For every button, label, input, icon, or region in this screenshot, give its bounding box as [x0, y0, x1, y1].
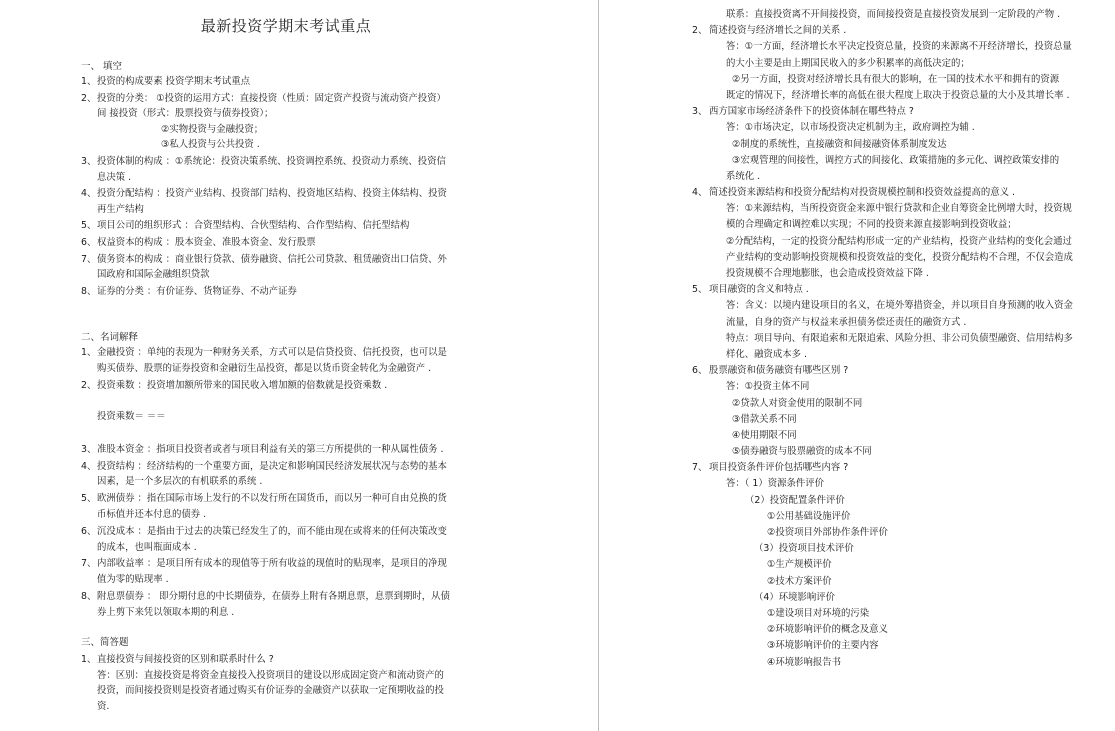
list-item — [81, 493, 471, 525]
item-text — [97, 444, 471, 460]
answer-line — [692, 333, 1087, 349]
line-text: ②贷款人对资金使用的限制不同 — [732, 397, 863, 409]
item-number — [692, 74, 709, 90]
right-page-content — [692, 9, 1087, 673]
item-number — [692, 657, 709, 673]
item-number — [692, 349, 709, 365]
line-text: ②技术方案评价 — [767, 575, 832, 587]
item-number — [692, 527, 709, 543]
line-text: ③宏观管理的间接性，调控方式的间接化、政策措施的多元化、调控政策安排的 — [732, 154, 1060, 166]
item-number — [692, 446, 709, 462]
item-number: 3、 — [81, 443, 97, 455]
list-item — [81, 220, 471, 236]
list-item — [81, 156, 471, 187]
answer-line — [692, 252, 1087, 268]
answer-line — [692, 349, 1087, 365]
item-number — [692, 122, 709, 138]
item-number — [692, 511, 709, 527]
answer-line — [692, 608, 1087, 624]
item-text — [97, 493, 471, 525]
item-line: 的成本，也叫瓶面成本 . — [97, 541, 197, 553]
terms-list — [81, 347, 471, 624]
item-line: 证券的分类 ：有价证券、货物证券、不动产证券 — [97, 285, 297, 297]
line-text: ④使用期限不同 — [732, 429, 797, 441]
list-item — [81, 526, 471, 558]
item-line: 投资结构 ：经济结构的一个重要方面，是决定和影响国民经济发展状况与态势的基本 — [97, 460, 447, 472]
item-number: 7、 — [692, 462, 708, 474]
answer-line — [692, 430, 1087, 446]
item-line: 答：区别：直接投资是将资金直接投入投资项目的建设以形成固定资产和流动资产的 — [97, 669, 444, 681]
item-line — [97, 427, 471, 443]
answer-line — [692, 155, 1087, 171]
item-number — [692, 268, 709, 284]
item-number — [692, 543, 709, 559]
short-answer-list — [81, 654, 471, 717]
answer-line — [692, 41, 1087, 57]
item-number: 8、 — [81, 285, 97, 297]
item-number — [692, 640, 709, 656]
item-number — [692, 576, 709, 592]
line-text: 投资规模不合理地膨胀，也会造成投资效益下降 . — [726, 268, 929, 279]
item-line: ③私人投资与公共投资 . — [161, 139, 260, 151]
item-line: 间 接投资（形式：股票投资与债券投资）； — [97, 108, 274, 120]
item-number: 7、 — [81, 558, 97, 570]
right-page — [600, 0, 1115, 731]
answer-line — [692, 414, 1087, 430]
item-number: 4、 — [692, 187, 708, 199]
item-line: 再生产结构 — [97, 203, 144, 215]
line-text: 项目投资条件评价包括哪些内容 ? — [709, 462, 849, 474]
item-line: 投资体制的构成 ：①系统论：投资决策系统、投资调控系统、投资动力系统、投资信 — [97, 155, 446, 167]
item-line: 投资的分类： ①投资的运用方式：直接投资（性质：固定资产投资与流动资产投资） — [97, 92, 446, 104]
item-number: 3、 — [692, 106, 708, 118]
list-item — [81, 93, 471, 155]
line-text: ②分配结构，一定的投资分配结构形成一定的产业结构，投资产业结构的变化会通过 — [726, 235, 1072, 247]
document-title: 最新投资学期末考试重点 — [200, 17, 372, 35]
line-text: 答：①来源结构，当所投资资金来源中银行贷款和企业自筹资金比例增大时，投资规 — [726, 203, 1072, 215]
answer-line — [692, 268, 1087, 284]
item-line: 券上剪下来凭以领取本期的利息 . — [97, 606, 235, 618]
item-number: 6、 — [81, 525, 97, 537]
item-number — [692, 592, 709, 608]
item-number — [692, 624, 709, 640]
item-number: 5、 — [81, 220, 97, 232]
item-line: 投资乘数＝ ＝＝ — [97, 411, 166, 423]
section-fill-in-heading: 一、 填空 — [81, 61, 123, 72]
item-line: 币标值并还本付息的债券 . — [97, 508, 207, 520]
answer-line — [692, 219, 1087, 235]
answer-line — [692, 495, 1087, 511]
line-text: ①公用基础设施评价 — [767, 510, 851, 522]
list-item — [81, 76, 471, 92]
item-number: 2、 — [81, 92, 97, 104]
item-line: 准股本资金 ：指项目投资者或者与项目利益有关的第三方所提供的一种从属性债务 . — [97, 443, 444, 455]
list-item — [81, 286, 471, 302]
question-line — [692, 106, 1087, 122]
line-text: 答：①市场决定，以市场投资决定机制为主，政府调控为辅 . — [726, 122, 975, 134]
answer-line — [692, 139, 1087, 155]
item-line: 债务资本的构成 ：商业银行贷款、债券融资、信托公司贷款、租赁融资出口信贷、外 — [97, 253, 447, 265]
line-text: 的大小主要是由上期国民收入的多少积累率的高低决定的； — [726, 57, 970, 69]
item-number: 3、 — [81, 155, 97, 167]
line-text: 产业结构的变动影响投资规模和投资效益的变化，投资分配结构不合理，不仅会造成 — [726, 251, 1073, 263]
line-text: （2）投资配置条件评价 — [745, 494, 845, 506]
item-number: 6、 — [692, 365, 708, 377]
item-line: 值为零的贴现率 . — [97, 574, 169, 586]
item-line: 欧洲债券 ：指在国际市场上发行的不以发行所在国货币，而以另一种可自由兑换的货 — [97, 493, 447, 505]
item-text — [97, 286, 471, 302]
line-text: ②另一方面，投资对经济增长具有很大的影响，在一国的技术水平和拥有的资源 — [732, 73, 1060, 85]
item-line: 投资的构成要素 投资学期末考试重点 — [97, 76, 250, 87]
answer-line — [692, 90, 1087, 106]
item-number: 5、 — [81, 493, 97, 505]
answer-line — [692, 9, 1087, 25]
item-text — [97, 220, 471, 236]
list-item — [81, 654, 471, 716]
item-line: 息决策 . — [97, 171, 132, 183]
item-line: 内部收益率 ：是项目所有成本的现值等于所有收益的现值时的贴现率，是项目的净现 — [97, 558, 447, 570]
item-number — [692, 236, 709, 252]
item-line: 投资分配结构 ：投资产业结构、投资部门结构、投资地区结构、投资主体结构、投资 — [97, 188, 447, 200]
answer-line — [692, 478, 1087, 494]
item-line: 金融投资 ：单纯的表现为一种财务关系，方式可以是信贷投资、信托投资，也可以是 — [97, 347, 447, 358]
answer-line — [692, 236, 1087, 252]
question-line — [692, 284, 1087, 300]
list-item — [81, 188, 471, 219]
list-item — [81, 461, 471, 493]
item-number — [692, 155, 709, 171]
answer-line — [692, 317, 1087, 333]
line-text: 股票融资和债务融资有哪些区别 ? — [709, 365, 849, 377]
item-number: 4、 — [81, 188, 97, 200]
answer-line — [692, 381, 1087, 397]
line-text: （4）环境影响评价 — [754, 591, 835, 603]
line-text: 简述投资与经济增长之间的关系 . — [709, 25, 847, 37]
item-line: ②实物投资与金融投资； — [161, 123, 264, 135]
question-line — [692, 25, 1087, 41]
question-line — [692, 187, 1087, 203]
line-text: 答：含义：以境内建设项目的名义，在境外筹措资金，并以项目自身预测的收入资金 — [726, 300, 1073, 312]
item-line: 购买债券、股票的证券投资和金融衍生品投资，都是以货币资金转化为金融资产 . — [97, 362, 432, 374]
answer-line — [692, 640, 1087, 656]
item-number — [692, 333, 709, 349]
item-line: 投资乘数 ：投资增加额所带来的国民收入增加额的倍数就是投资乘数 . — [97, 379, 388, 391]
item-text — [97, 347, 471, 379]
item-text — [97, 156, 471, 187]
item-number — [692, 58, 709, 74]
line-text: 答：①一方面，经济增长水平决定投资总量，投资的来源离不开经济增长，投资总量 — [726, 41, 1072, 53]
item-line: 投资，而间接投资则是投资者通过购买有价证券的金融资产以获取一定预期收益的投 — [97, 685, 444, 697]
item-text — [97, 526, 471, 558]
item-number — [692, 478, 709, 494]
list-item — [81, 254, 471, 285]
item-number — [692, 41, 709, 57]
line-text: （3）投资项目技术评价 — [754, 543, 854, 555]
item-text — [97, 254, 471, 285]
line-text: ④环境影响报告书 — [767, 656, 842, 668]
item-number — [692, 430, 709, 446]
answer-line — [692, 624, 1087, 640]
item-number — [692, 252, 709, 268]
answer-line — [692, 527, 1087, 543]
item-text — [97, 76, 471, 92]
answer-line — [692, 559, 1087, 575]
fill-in-list — [81, 76, 471, 302]
item-number — [692, 219, 709, 235]
list-item — [81, 591, 471, 623]
line-text: ②制度的系统性，直接融资和间接融资体系制度发达 — [732, 138, 947, 150]
line-text: ①生产规模评价 — [767, 559, 832, 571]
item-number — [692, 300, 709, 316]
line-text: ③借款关系不同 — [732, 413, 797, 425]
item-line: 资. — [97, 700, 110, 712]
item-text — [97, 93, 471, 155]
line-text: 简述投资来源结构和投资分配结构对投资规模控制和投资效益提高的意义 . — [709, 187, 1015, 199]
item-text — [97, 380, 471, 443]
list-item — [81, 444, 471, 460]
item-number — [692, 608, 709, 624]
item-number — [692, 559, 709, 575]
item-text — [97, 558, 471, 590]
item-text — [97, 237, 471, 253]
item-number — [692, 139, 709, 155]
answer-line — [692, 592, 1087, 608]
item-number: 1、 — [81, 76, 97, 87]
item-number — [692, 381, 709, 397]
item-number: 1、 — [81, 654, 97, 665]
item-number — [692, 90, 709, 106]
item-line: 因素，是一个多层次的有机联系的系统 . — [97, 476, 263, 488]
line-text: ②投资项目外部协作条件评价 — [767, 527, 888, 538]
answer-line — [692, 543, 1087, 559]
item-number — [692, 398, 709, 414]
item-number: 2、 — [81, 379, 97, 391]
list-item — [81, 558, 471, 590]
item-number — [692, 9, 709, 25]
line-text: 联系：直接投资离不开间接投资，而间接投资是直接投资发展到一定阶段的产物 . — [726, 9, 1061, 20]
answer-line — [692, 657, 1087, 673]
item-line: 直接投资与间接投资的区别和联系时什么 ? — [97, 654, 274, 665]
item-number — [692, 495, 709, 511]
line-text: ③环境影响评价的主要内容 — [767, 640, 879, 652]
line-text: 西方国家市场经济条件下的投资体制在哪些特点 ? — [709, 106, 914, 118]
item-number — [692, 414, 709, 430]
answer-line — [692, 171, 1087, 187]
answer-line — [692, 398, 1087, 414]
line-text: 答：（ 1）资源条件评价 — [726, 478, 825, 490]
item-line: 项目公司的组织形式 ：合资型结构、合伙型结构、合作型结构、信托型结构 — [97, 220, 410, 232]
answer-line — [692, 203, 1087, 219]
line-text: 流量，自身的资产与权益来承担债务偿还责任的融资方式 . — [726, 316, 967, 328]
item-number: 1、 — [81, 347, 97, 358]
item-number: 8、 — [81, 590, 97, 602]
item-text — [97, 188, 471, 219]
answer-line — [692, 446, 1087, 462]
item-text — [97, 591, 471, 623]
line-text: 样化、融资成本多 . — [726, 348, 807, 360]
answer-line — [692, 122, 1087, 138]
question-line — [692, 365, 1087, 381]
item-number: 7、 — [81, 253, 97, 265]
answer-line — [692, 74, 1087, 90]
line-text: 特点：项目导向、有限追索和无限追索、风险分担、非公司负债型融资、信用结构多 — [726, 332, 1073, 344]
line-text: ⑤债券融资与股票融资的成本不同 — [732, 446, 872, 458]
answer-line — [692, 511, 1087, 527]
item-line: 权益资本的构成 ：股本资金、准股本资金、发行股票 — [97, 236, 316, 248]
line-text: ②环境影响评价的概念及意义 — [767, 624, 888, 636]
list-item — [81, 347, 471, 379]
line-text: ①建设项目对环境的污染 — [767, 607, 870, 619]
list-item — [81, 237, 471, 253]
list-item — [81, 380, 471, 443]
item-text — [97, 654, 471, 716]
item-line: 附息票债券 ： 即分期付息的中长期债券，在债券上附有各期息票，息票到期时，从债 — [97, 590, 450, 602]
line-text: 既定的情况下，经济增长率的高低在很大程度上取决于投资总量的大小及其增长率 . — [726, 89, 1070, 101]
item-number — [692, 171, 709, 187]
line-text: 答：①投资主体不同 — [726, 381, 810, 393]
item-number: 4、 — [81, 460, 97, 472]
answer-line — [692, 576, 1087, 592]
item-line: 沉没成本 ：是指由于过去的决策已经发生了的，而不能由现在或将来的任何决策改变 — [97, 525, 447, 537]
item-line — [97, 395, 471, 411]
item-text — [97, 461, 471, 493]
question-line — [692, 462, 1087, 478]
section-terms-heading: 二、名词解释 — [81, 332, 139, 343]
section-short-answer-heading: 三、简答题 — [81, 637, 129, 648]
line-text: 模的合理确定和调控难以实现；不同的投资来源直接影响到投资收益； — [726, 219, 1017, 231]
item-number: 5、 — [692, 284, 708, 296]
line-text: 系统化 . — [726, 170, 761, 182]
item-number — [692, 203, 709, 219]
page-divider — [598, 0, 599, 731]
item-number: 2、 — [692, 25, 708, 37]
item-line: 国政府和国际金融组织贷款 — [97, 269, 210, 281]
item-number — [692, 317, 709, 333]
item-number: 6、 — [81, 236, 97, 248]
answer-line — [692, 58, 1087, 74]
line-text: 项目融资的含义和特点 . — [709, 284, 809, 296]
answer-line — [692, 300, 1087, 316]
